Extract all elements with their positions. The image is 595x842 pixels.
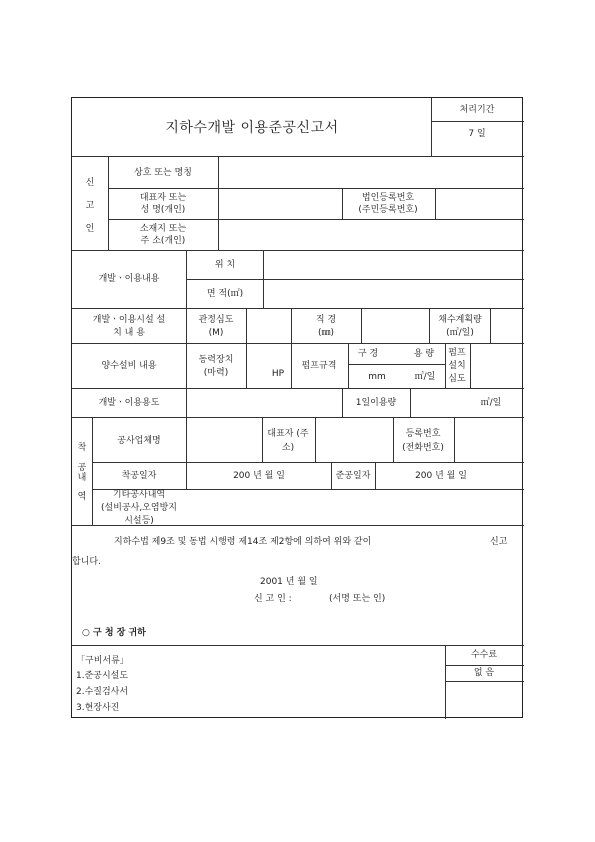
facility-label-1: 개발ㆍ이용시설 설 bbox=[92, 315, 166, 325]
well-depth-label-1: 관정심도 bbox=[198, 315, 234, 325]
construction-section-char: 역 bbox=[77, 492, 87, 502]
business-name-label: 상호 또는 명칭 bbox=[134, 168, 192, 178]
reporter-section-char: 인 bbox=[85, 224, 95, 234]
contractor-name-label: 공사업체명 bbox=[117, 436, 161, 446]
representative-label-1: 대표자 또는 bbox=[139, 193, 187, 203]
other-works-label-2: (설비공사,오염방지 bbox=[101, 503, 177, 513]
form-title: 지하수개발 이용준공신고서 bbox=[165, 120, 339, 136]
start-date-value: 200 년 월 일 bbox=[233, 471, 285, 481]
processing-period-label: 처리기간 bbox=[459, 105, 495, 115]
daily-usage-unit: ㎥/일 bbox=[480, 398, 502, 408]
contractor-rep-label-2: 소) bbox=[281, 443, 295, 453]
attachment-item: 3.현장사진 bbox=[76, 703, 120, 713]
contractor-rep-label-1: 대표자 (주 bbox=[267, 429, 309, 439]
corp-reg-label-2: (주민등록번호) bbox=[358, 205, 418, 215]
pump-spec-label: 펌프규격 bbox=[301, 361, 337, 371]
corp-reg-label-1: 법인등록번호 bbox=[361, 193, 415, 203]
attachment-item: 1.준공시설도 bbox=[76, 671, 129, 681]
other-works-label-1: 기타공사내역 bbox=[112, 490, 166, 500]
reporter-section-char: 고 bbox=[85, 201, 95, 211]
declaration-report: 신고 bbox=[490, 537, 508, 547]
construction-section-char: 내 bbox=[77, 473, 87, 483]
start-date-label: 착공일자 bbox=[121, 471, 157, 481]
other-works-label-3: 시설등) bbox=[124, 516, 154, 526]
fee-label: 수수료 bbox=[470, 650, 498, 660]
construction-section-char: 착 bbox=[77, 443, 87, 453]
hp-unit: HP bbox=[271, 369, 285, 379]
declaration-text: 지하수법 제9조 및 동법 시행령 제14조 제2항에 의하여 위와 같이 bbox=[114, 537, 372, 547]
contractor-reg-label-1: 등록번호 bbox=[405, 429, 441, 439]
contractor-reg-label-2: (전화번호) bbox=[402, 443, 444, 453]
address-label-1: 소재지 또는 bbox=[139, 224, 187, 234]
daily-usage-label: 1일이용량 bbox=[355, 398, 397, 408]
declaration-end: 합니다. bbox=[72, 557, 101, 567]
mm-unit: mm bbox=[368, 372, 386, 382]
completion-report-form bbox=[71, 97, 523, 718]
diameter-label-1: 직 경 bbox=[315, 315, 337, 325]
well-depth-label-2: (M) bbox=[208, 328, 224, 338]
location-label: 위 치 bbox=[214, 260, 236, 270]
addressee: ○ 구 청 장 귀하 bbox=[82, 628, 146, 638]
representative-label-2: 성 명(개인) bbox=[140, 205, 186, 215]
usage-purpose-label: 개발ㆍ이용용도 bbox=[98, 398, 160, 408]
bore-label: 구 경 bbox=[357, 349, 379, 359]
diameter-label-2: (㎜) bbox=[317, 328, 335, 338]
dev-content-label: 개발ㆍ이용내용 bbox=[98, 274, 160, 284]
m3-per-day-unit: ㎥/일 bbox=[414, 372, 436, 382]
pump-depth-char: 심도 bbox=[448, 374, 466, 384]
pump-depth-char: 설치 bbox=[448, 361, 466, 371]
reporter-signer-label: 신 고 인 : bbox=[254, 594, 292, 604]
planned-extraction-label-1: 채수계획량 bbox=[438, 315, 482, 325]
fee-value: 없 음 bbox=[473, 668, 495, 678]
processing-period-value: 7 일 bbox=[468, 129, 486, 139]
reporter-section-char: 신 bbox=[85, 178, 95, 188]
planned-extraction-label-2: (㎥/일) bbox=[446, 328, 474, 338]
power-unit-label-2: (마력) bbox=[203, 368, 229, 378]
power-unit-label-1: 동력장치 bbox=[198, 355, 234, 365]
completion-date-value: 200 년 월 일 bbox=[415, 471, 467, 481]
signature-note: (서명 또는 인) bbox=[329, 594, 386, 604]
attachments-heading: 「구비서류」 bbox=[76, 656, 129, 666]
completion-date-label: 준공일자 bbox=[335, 471, 371, 481]
construction-section-char: 공 bbox=[77, 463, 87, 473]
area-label: 면 적(㎡) bbox=[206, 289, 244, 299]
pump-equipment-label: 양수설비 내용 bbox=[101, 361, 157, 371]
declaration-date: 2001 년 월 일 bbox=[260, 577, 318, 587]
capacity-label: 용 량 bbox=[413, 349, 435, 359]
facility-label-2: 치 내 용 bbox=[113, 328, 145, 338]
attachment-item: 2.수질검사서 bbox=[76, 687, 129, 697]
address-label-2: 주 소(개인) bbox=[140, 236, 186, 246]
pump-depth-char: 펌프 bbox=[448, 348, 466, 358]
